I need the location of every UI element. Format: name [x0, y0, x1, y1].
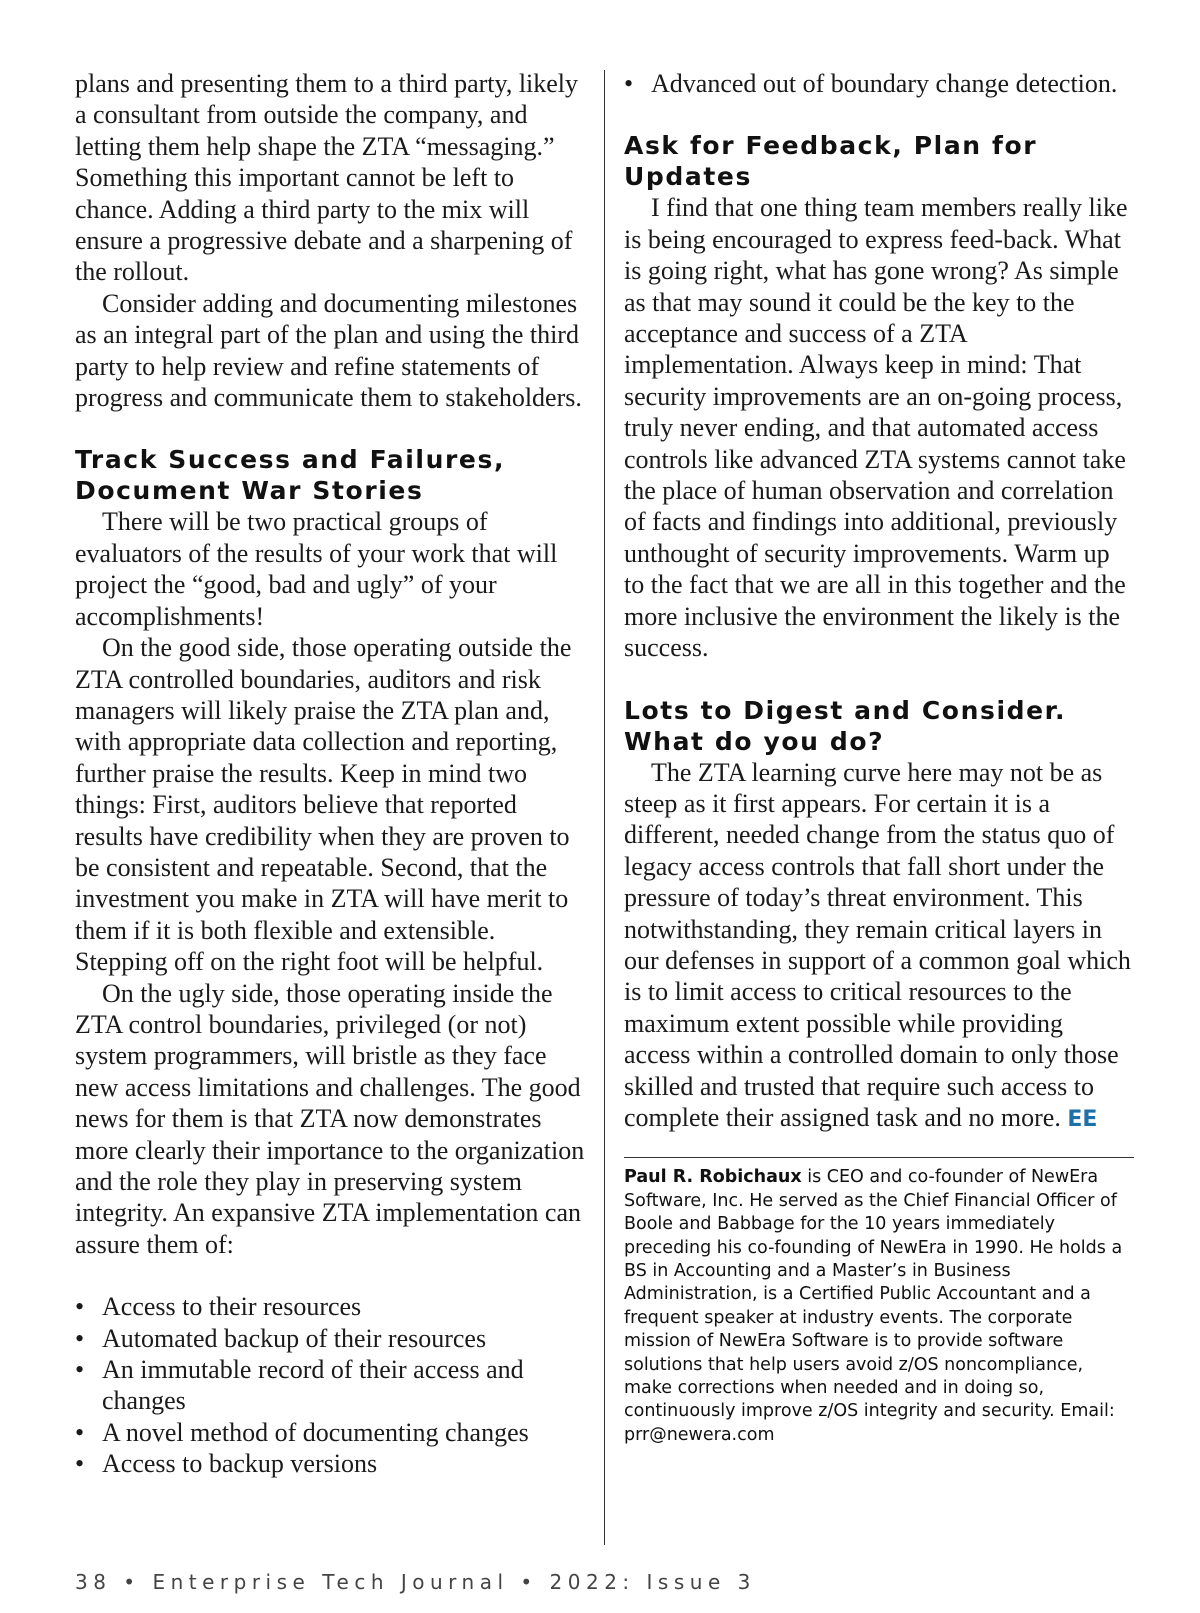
author-bio-text: is CEO and co-founder of NewEra Software, Inc. He served as the Chief Financial Officer of Boole and Babbage for the 10 years immediately preceding his co-founding of NewEra in 1990. He holds a BS in Accounting and a Master’s in Business Administration, is a Certified Public Accountant and a frequent speaker at industry events. The corporate mission of NewEra Software is to provide software solutions that help users avoid z/OS noncompliance, make corrections when needed and in doing so, continuously improve z/OS integrity and security. Email: prr@newera.com	[624, 1167, 1123, 1445]
author-bio	[624, 1166, 1134, 1447]
assurance-list-continued	[624, 68, 1134, 99]
bio-divider	[624, 1157, 1134, 1158]
page-footer: 38 • Enterprise Tech Journal • 2022: Issue 3	[75, 1570, 756, 1594]
list-item: • Advanced out of boundary change detection.	[624, 68, 1134, 99]
paragraph-digest	[624, 757, 1134, 1136]
heading-feedback: Ask for Feedback, Plan for Updates	[624, 131, 1038, 192]
right-column	[624, 68, 1134, 1447]
paragraph-evaluator-groups: There will be two practical groups of evaluators of the results of your work that will project the “good, bad and ugly” of your accomplishments!	[75, 507, 558, 631]
paragraph-ugly-side: On the ugly side, those operating inside the ZTA control boundaries, privileged (or not) system programmers, will bristle as they face new access limitations and challenges. The good news for them is that ZTA now demonstrates more clearly their importance to the organization and the role they play in preserving system integrity. An expansive ZTA implementation can assure them of:	[75, 978, 585, 1259]
list-item: • Access to their resources	[75, 1291, 585, 1322]
left-column	[75, 68, 585, 1480]
list-item: • Access to backup versions	[75, 1448, 585, 1479]
author-name: Paul R. Robichaux	[624, 1167, 802, 1188]
heading-digest: Lots to Digest and Consider. What do you do?	[624, 695, 1067, 756]
list-item: • An immutable record of their access and changes	[75, 1354, 585, 1417]
paragraph-digest-text: The ZTA learning curve here may not be as steep as it first appears. For certain it is a different, needed change from the status quo of legacy access controls that fall short under the pressure of today’s threat environment. This notwithstanding, they remain critical layers in our defenses in support of a common goal which is to limit access to critical resources to the maximum extent possible while providing access within a controlled domain to only those skilled and trusted that require such access to complete their assigned task and no more.	[624, 757, 1131, 1132]
paragraph-feedback: I find that one thing team members really like is being encouraged to express feed-back. What is going right, what has gone wrong? As simple as that may sound it could be the key to the acceptance and success of a ZTA implementation. Always keep in mind: That security improvements are an on-going process, truly never ending, and that automated access controls like advanced ZTA systems cannot take the place of human observation and correlation of facts and findings into additional, previously unthought of security improvements. Warm up to the fact that we are all in this together and the more inclusive the environment the likely is the success.	[624, 193, 1128, 663]
heading-track-success: Track Success and Failures, Document War Stories	[75, 445, 506, 506]
list-item: • Automated backup of their resources	[75, 1323, 585, 1354]
end-mark: EE	[1067, 1106, 1098, 1132]
paragraph-milestones: Consider adding and documenting milestones as an integral part of the plan and using the third party to help review and refine statements of progress and communicate them to stakeholders.	[75, 288, 582, 413]
paragraph-intro: plans and presenting them to a third party, likely a consultant from outside the company, and letting them help shape the ZTA “messaging.” Something this important cannot be left to chance. Adding a third party to the mix will ensure a progressive debate and a sharpening of the rollout.	[75, 69, 579, 287]
assurance-list	[75, 1291, 585, 1479]
column-divider	[604, 70, 605, 1545]
paragraph-good-side: On the good side, those operating outside the ZTA controlled boundaries, auditors and risk managers will likely praise the ZTA plan and, with appropriate data collection and reporting, further praise the results. Keep in mind two things: First, auditors believe that reported results have credibility when they are proven to be consistent and repeatable. Second, that the investment you make in ZTA will have merit to them if it is both flexible and extensible. Stepping off on the right foot will be helpful.	[75, 633, 572, 977]
list-item: • A novel method of documenting changes	[75, 1417, 585, 1448]
